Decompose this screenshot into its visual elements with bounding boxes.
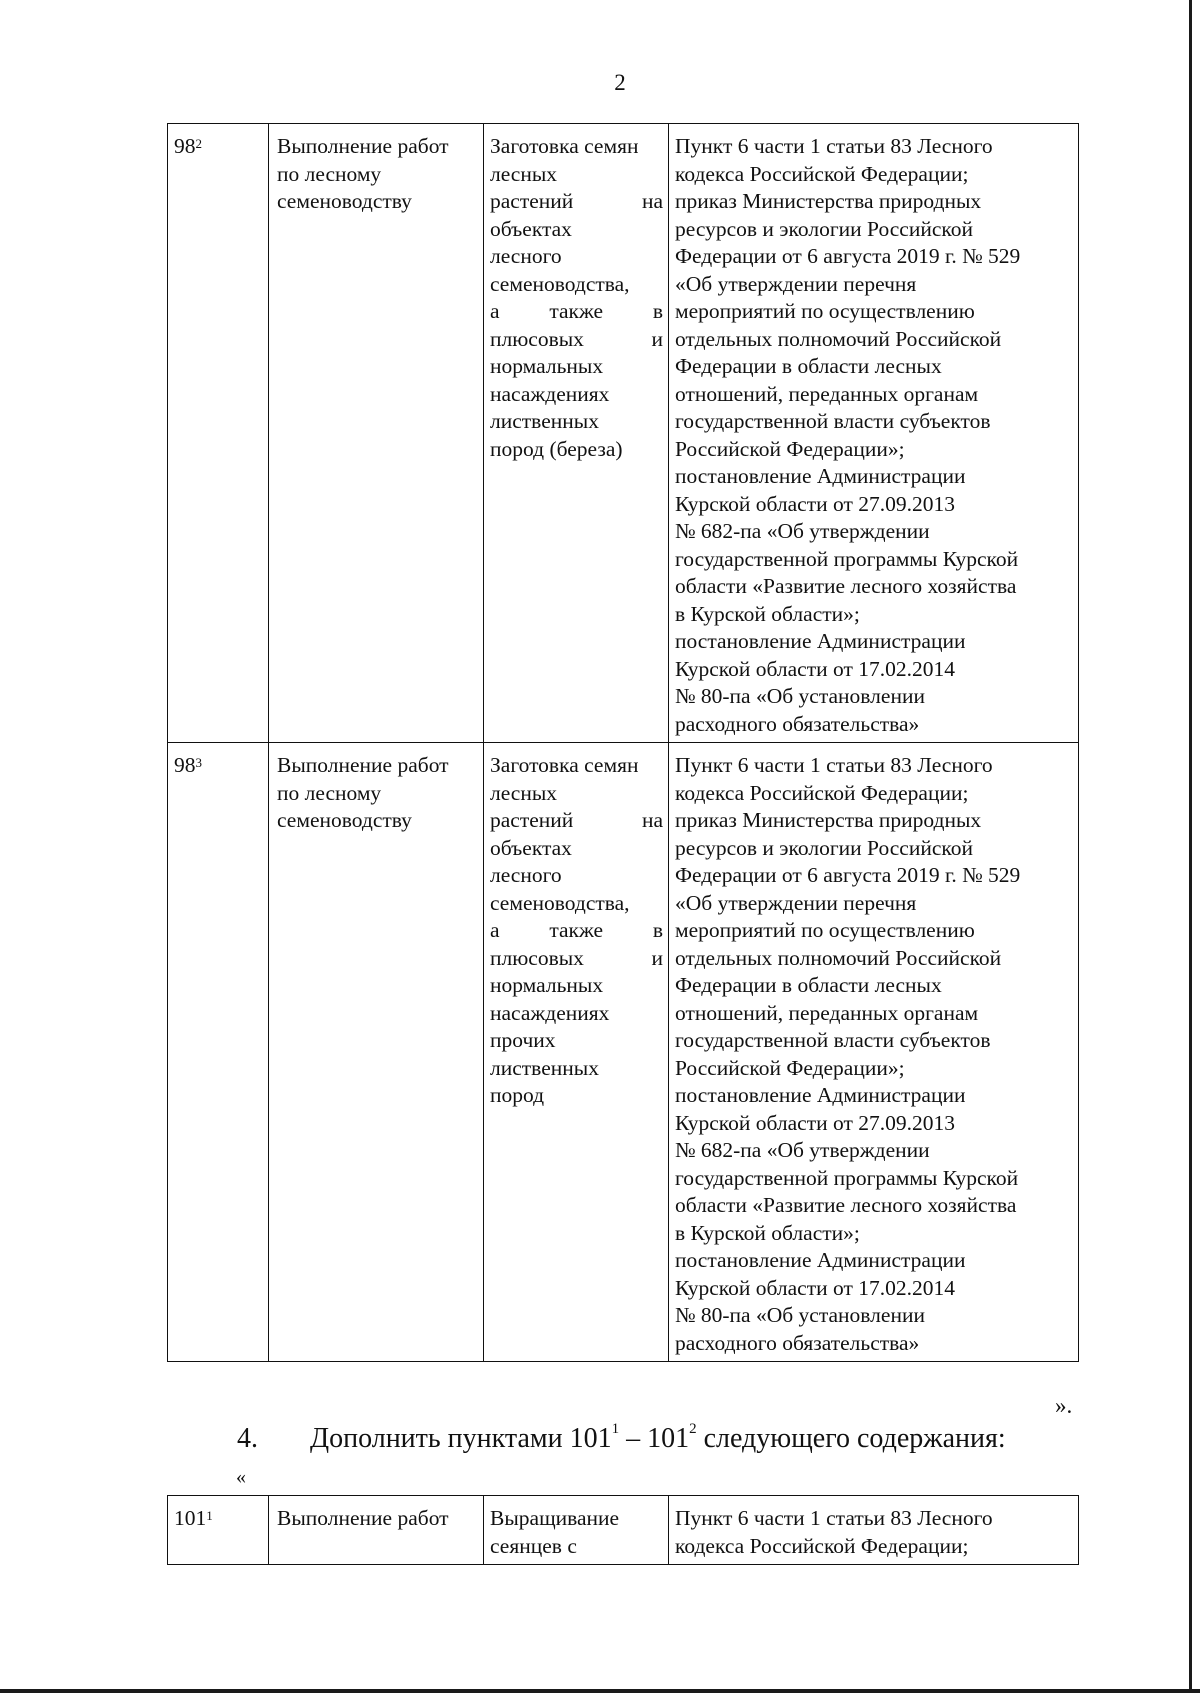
table-row — [168, 1496, 1079, 1565]
measures-table — [167, 123, 1079, 1362]
table-body — [168, 1496, 1079, 1565]
legal-basis-line: ресурсов и экологии Российской — [675, 835, 973, 860]
work-type-line: Выполнение работ — [277, 753, 449, 777]
legal-basis-line: Курской области от 27.09.2013 — [675, 1110, 955, 1135]
legal-basis-line: расходного обязательства» — [675, 711, 920, 736]
legal-basis-line: кодекса Российской Федерации; — [675, 1533, 969, 1558]
section-number: 4. — [237, 1423, 258, 1454]
legal-basis-line: «Об утверждении перечня — [675, 271, 917, 296]
legal-basis-line: Курской области от 17.02.2014 — [675, 1275, 955, 1300]
activity-line: лесных — [490, 161, 558, 186]
legal-basis-line: № 80-па «Об установлении — [675, 684, 925, 708]
item-number-superscript: 2 — [195, 136, 202, 151]
legal-basis-line: государственной программы Курской — [675, 1165, 1019, 1190]
section-sup-1: 1 — [611, 1421, 620, 1437]
work-type-cell — [269, 124, 484, 743]
activity-cell — [484, 1496, 669, 1565]
legal-basis-line: Российской Федерации»; — [675, 436, 905, 461]
legal-basis-line: области «Развитие лесного хозяйства — [675, 574, 1017, 598]
legal-basis-line: расходного обязательства» — [675, 1330, 920, 1355]
legal-basis-line: Федерации в области лесных — [675, 973, 942, 997]
activity-line: нормальных — [490, 354, 604, 378]
activity-line: насаждениях — [490, 381, 610, 406]
activity-word: и — [651, 326, 663, 351]
closing-quote: ». — [1055, 1393, 1073, 1418]
legal-basis-line: области «Развитие лесного хозяйства — [675, 1193, 1017, 1217]
legal-basis-line: № 682-па «Об утверждении — [675, 519, 930, 543]
activity-word: в — [652, 918, 663, 942]
activity-line — [490, 945, 663, 973]
legal-basis-line: государственной власти субъектов — [675, 1028, 991, 1052]
activity-line — [490, 298, 663, 326]
legal-basis-cell — [669, 1496, 1079, 1565]
legal-basis-line: Российской Федерации»; — [675, 1055, 905, 1080]
activity-line: нормальных — [490, 973, 604, 997]
legal-basis-line: государственной власти субъектов — [675, 409, 991, 433]
item-number: 98 — [174, 753, 196, 777]
work-type-line: по лесному — [277, 780, 382, 805]
section-text-before: Дополнить пунктами 101 — [310, 1423, 612, 1454]
legal-basis-cell — [669, 743, 1079, 1362]
activity-line: Выращивание — [490, 1506, 620, 1530]
activity-line: сеянцев с — [490, 1533, 577, 1558]
work-type-line: Выполнение работ — [277, 1506, 449, 1530]
legal-basis-line: мероприятий по осуществлению — [675, 299, 975, 323]
legal-basis-cell — [669, 124, 1079, 743]
activity-word: в — [652, 299, 663, 323]
work-type-line: семеноводству — [277, 189, 412, 213]
legal-basis-line: в Курской области»; — [675, 601, 860, 626]
legal-basis-line: № 80-па «Об установлении — [675, 1303, 925, 1327]
legal-basis-line: мероприятий по осуществлению — [675, 918, 975, 942]
legal-basis-line: Федерации от 6 августа 2019 г. № 529 — [675, 244, 1021, 268]
legal-basis-line: постановление Администрации — [675, 464, 966, 488]
legal-basis-line: Курской области от 27.09.2013 — [675, 491, 955, 516]
section-text-after: следующего содержания: — [696, 1423, 1006, 1454]
legal-basis-line: Пункт 6 части 1 статьи 83 Лесного — [675, 134, 993, 158]
opening-quote: « — [236, 1466, 246, 1488]
activity-word: а — [490, 918, 500, 942]
legal-basis-line: кодекса Российской Федерации; — [675, 161, 969, 186]
activity-line: пород — [490, 1083, 545, 1107]
legal-basis-line: постановление Администрации — [675, 629, 966, 653]
activity-line: насаждениях — [490, 1000, 610, 1025]
item-number-cell — [168, 1496, 269, 1565]
section-sup-2: 2 — [689, 1421, 697, 1437]
activity-word: также — [549, 299, 604, 323]
activity-word: и — [651, 945, 663, 970]
legal-basis-line: Курской области от 17.02.2014 — [675, 656, 955, 681]
measures-table-continued — [167, 1495, 1079, 1565]
activity-word: плюсовых — [490, 945, 584, 970]
activity-line: объектах — [490, 835, 572, 860]
item-number-cell — [168, 124, 269, 743]
legal-basis-line: «Об утверждении перечня — [675, 890, 917, 915]
activity-line: лиственных — [490, 1055, 599, 1080]
legal-basis-line: отношений, переданных органам — [675, 1000, 979, 1025]
item-number-cell — [168, 743, 269, 1362]
work-type-cell — [269, 743, 484, 1362]
activity-word: растений — [490, 808, 574, 832]
activity-line: семеноводства, — [490, 890, 630, 915]
activity-word: также — [549, 918, 604, 942]
item-number: 101 — [174, 1506, 207, 1530]
item-number-superscript: 3 — [195, 755, 202, 770]
activity-line: лесного — [490, 244, 562, 268]
legal-basis-line: Пункт 6 части 1 статьи 83 Лесного — [675, 1506, 993, 1530]
legal-basis-line: в Курской области»; — [675, 1220, 860, 1245]
activity-line: прочих — [490, 1028, 556, 1052]
legal-basis-line: Пункт 6 части 1 статьи 83 Лесного — [675, 753, 993, 777]
legal-basis-line: отдельных полномочий Российской — [675, 945, 1002, 970]
legal-basis-line: кодекса Российской Федерации; — [675, 780, 969, 805]
activity-cell — [484, 743, 669, 1362]
activity-line — [490, 807, 663, 835]
activity-line: Заготовка семян — [490, 134, 639, 158]
legal-basis-line: государственной программы Курской — [675, 546, 1019, 571]
work-type-line: по лесному — [277, 161, 382, 186]
work-type-line: Выполнение работ — [277, 134, 449, 158]
legal-basis-line: приказ Министерства природных — [675, 808, 982, 832]
legal-basis-line: отдельных полномочий Российской — [675, 326, 1002, 351]
activity-line — [490, 188, 663, 216]
activity-word: а — [490, 299, 500, 323]
table-body — [168, 124, 1079, 1362]
item-number: 98 — [174, 134, 196, 158]
scan-border-bottom — [0, 1689, 1200, 1693]
activity-line: лесных — [490, 780, 558, 805]
table-row — [168, 743, 1079, 1362]
legal-basis-line: постановление Администрации — [675, 1248, 966, 1272]
legal-basis-line: Федерации от 6 августа 2019 г. № 529 — [675, 863, 1021, 887]
legal-basis-line: Федерации в области лесных — [675, 354, 942, 378]
activity-line: пород (береза) — [490, 436, 623, 461]
legal-basis-line: постановление Администрации — [675, 1083, 966, 1107]
scan-border-right — [1189, 0, 1192, 1693]
activity-line — [490, 326, 663, 354]
activity-word: на — [641, 189, 663, 213]
activity-line: лесного — [490, 863, 562, 887]
legal-basis-line: приказ Министерства природных — [675, 189, 982, 213]
item-number-superscript: 1 — [206, 1508, 213, 1523]
legal-basis-line: отношений, переданных органам — [675, 381, 979, 406]
legal-basis-line: ресурсов и экологии Российской — [675, 216, 973, 241]
activity-word: плюсовых — [490, 326, 584, 351]
activity-line — [490, 917, 663, 945]
legal-basis-line: № 682-па «Об утверждении — [675, 1138, 930, 1162]
section-text-mid: – 101 — [619, 1423, 690, 1454]
page-number: 2 — [614, 70, 626, 95]
activity-line: объектах — [490, 216, 572, 241]
activity-word: растений — [490, 189, 574, 213]
activity-cell — [484, 124, 669, 743]
table-row — [168, 124, 1079, 743]
work-type-line: семеноводству — [277, 808, 412, 832]
section-heading — [237, 1423, 1006, 1455]
activity-word: на — [641, 808, 663, 832]
activity-line: семеноводства, — [490, 271, 630, 296]
activity-line: лиственных — [490, 409, 599, 433]
activity-line: Заготовка семян — [490, 753, 639, 777]
work-type-cell — [269, 1496, 484, 1565]
